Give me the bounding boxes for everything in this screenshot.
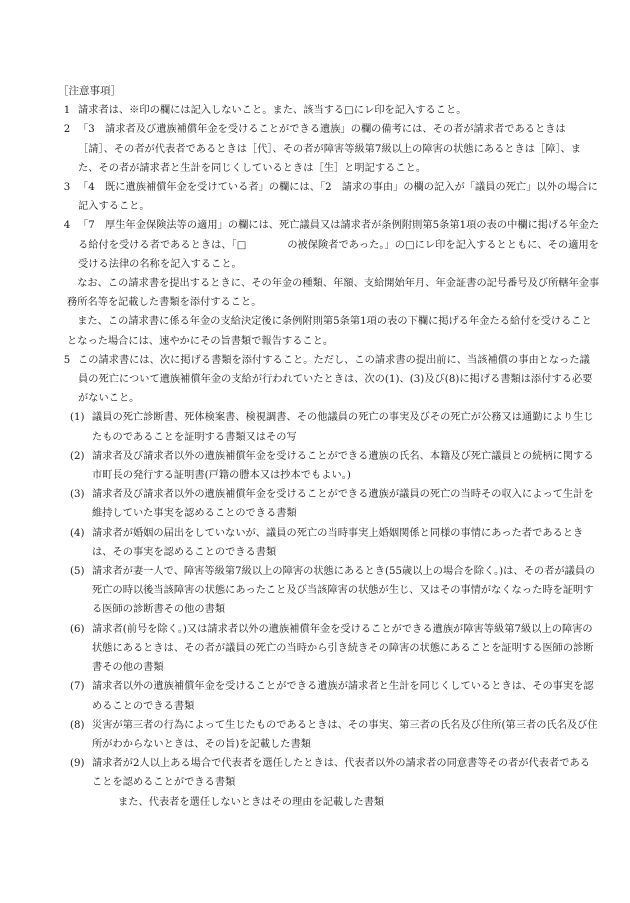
attachment-number: (5)	[70, 566, 85, 578]
attachment-item-7	[70, 677, 600, 715]
attachment-number: (3)	[70, 489, 85, 501]
note-item-2	[62, 120, 600, 178]
attachment-text: 請求者が2人以上ある場合で代表者を選任したときは、代表者以外の請求者の同意書等その者が代表者であることを認めることができる書類	[92, 758, 590, 789]
note-number: 5	[63, 354, 71, 366]
attachment-item-1	[70, 408, 600, 446]
note-item-1	[62, 101, 600, 120]
attachment-text: 請求者及び請求者以外の遺族補償年金を受けることができる遺族が議員の死亡の当時その収入によって生計を維持していた事実を認めることのできる書類	[92, 489, 594, 520]
note-text: 請求者は、※印の欄には記入しないこと。また、該当する□にレ印を記入すること。	[78, 105, 467, 117]
note-item-4	[62, 216, 600, 274]
note-item-5	[62, 351, 600, 409]
attachment-item-2	[70, 447, 600, 485]
attachment-item-4	[70, 524, 600, 562]
attachment-number: (8)	[70, 719, 85, 731]
note-item-4-paragraph: また、この請求書に係る年金の支給決定後に条例附則第5条第1項の表の下欄に掲げる年金たる給付を受けることとなった場合には、速やかにその旨書類で報告すること。	[67, 316, 592, 347]
attachment-number: (4)	[70, 527, 85, 539]
attachment-item-5	[70, 562, 600, 620]
attachment-number: (7)	[70, 681, 85, 693]
attachment-item-8	[70, 716, 600, 754]
attachment-text: 請求者以外の遺族補償年金を受けることができる遺族が請求者と生計を同じくしているときは、その事実を認めることのできる書類	[92, 681, 594, 712]
attachment-text: 請求者が妻一人で、障害等級第7級以上の障害の状態にあるとき(55歳以上の場合を除く。)は、その者が議員の死亡の時以後当該障害の状態にあったこと及び当該障害の状態が生じ、又はその事情がなくなった時を証明する医師の診断書その他の書類	[92, 566, 596, 616]
attachment-number: (6)	[70, 623, 85, 635]
attachment-number: (1)	[70, 412, 85, 424]
note-number: 1	[63, 105, 71, 117]
notes-heading: ［注意事項］	[58, 85, 121, 97]
attachment-number: (2)	[70, 450, 85, 462]
note-number: 4	[63, 220, 71, 232]
attachment-item-6	[70, 620, 600, 678]
attachment-text: 議員の死亡診断書、死体検案書、検視調書、その他議員の死亡の事実及びその死亡が公務又は通勤により生じたものであることを証明する書類又はその写	[92, 412, 594, 443]
attachment-text: 請求者が婚姻の届出をしていないが、議員の死亡の当時事実上婚姻関係と同様の事情にあった者であるときは、その事実を認めることのできる書類	[92, 527, 584, 558]
attachment-text: 請求者(前号を除く。)又は請求者以外の遺族補償年金を受けることができる遺族が障害等級第7級以上の障害の状態にあるときは、その者が議員の死亡の当時から引き続きその障害の状態にあることを証明する医師の診断書その他の書類	[92, 623, 594, 674]
attachment-text: 請求者及び請求者以外の遺族補償年金を受けることができる遺族の氏名、本籍及び死亡議員との続柄に関する市町長の発行する証明書(戸籍の謄本又は抄本でもよい。)	[92, 450, 594, 482]
note-text: 「4 既に遺族補償年金を受けている者」の欄には、「2 請求の事由」の欄の記入が「議員の死亡」以外の場合に記入すること。	[78, 182, 598, 213]
note-text: 「7 厚生年金保険法等の適用」の欄には、死亡議員又は請求者が条例附則第5条第1項の表の中欄に掲げる年金たる給付を受ける者であるときは、「□ の被保険者であった。」の□にレ印を記入するとともに、その適用を受ける法律の名称を記入すること。	[78, 220, 600, 270]
attachment-number: (9)	[70, 758, 85, 770]
note-number: 3	[63, 182, 71, 194]
attachment-item-3	[70, 485, 600, 523]
note-number: 2	[63, 124, 71, 136]
attachment-item-9	[70, 754, 600, 792]
attachment-text: 災害が第三者の行為によって生じたものであるときは、その事実、第三者の氏名及び住所(第三者の氏名及び住所がわからないときは、その旨)を記載した書類	[92, 719, 598, 750]
note-item-3	[62, 178, 600, 216]
note-text: この請求書には、次に掲げる書類を添付すること。ただし、この請求書の提出前に、当該補償の事由となった議員の死亡について遺族補償年金の支給が行われていたときは、次の(1)、(3)及び(8)に掲げる書類は添付する必要がないこと。	[78, 354, 593, 405]
note-item-4-paragraph: なお、この請求書を提出するときに、その年金の種類、年額、支給開始年月、年金証書の記号番号及び所轄年金事務所名等を記載した書類を添付すること。	[67, 278, 600, 309]
note-text: 「3 請求者及び遺族補償年金を受けることができる遺族」の欄の備考には、その者が請求者であるときは［請］、その者が代表者であるときは［代］、その者が障害等級第7級以上の障害の状態にあるときは［障］、また、その者が請求者と生計を同じくしているときは［生］と明記すること。	[78, 124, 582, 174]
attachment-item-9-note: また、代表者を選任しないときはその理由を記載した書類	[118, 796, 385, 808]
